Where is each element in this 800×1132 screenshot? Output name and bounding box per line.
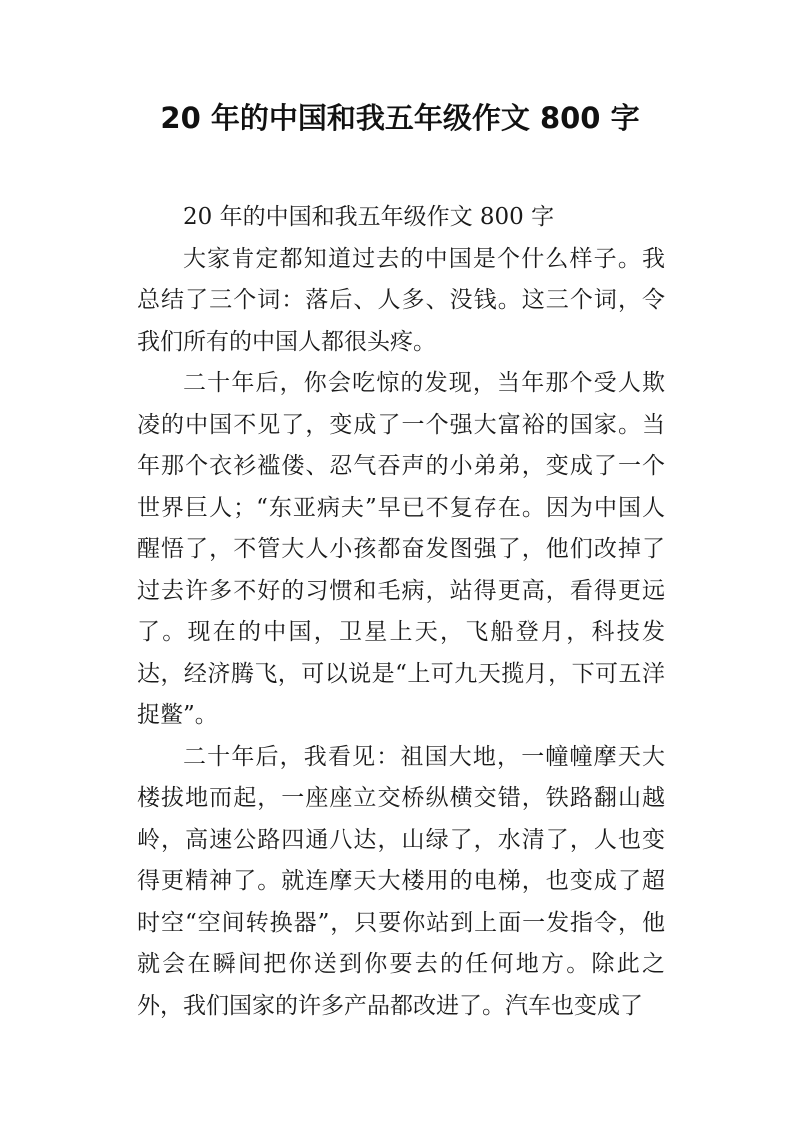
paragraph-1: 大家肯定都知道过去的中国是个什么样子。我总结了三个词：落后、人多、没钱。这三个词，令我们所有的中国人都很头疼。 bbox=[137, 245, 665, 355]
paragraph-3: 二十年后，我看见：祖国大地，一幢幢摩天大楼拔地而起，一座座立交桥纵横交错，铁路翻山越岭，高速公路四通八达，山绿了，水清了，人也变得更精神了。就连摩天大楼用的电梯，也变成了超时空“空间转换器”，只要你站到上面一发指令，他就会在瞬间把你送到你要去的任何地方。除此之外，我们国家的许多产品都改进了。汽车也变成了 bbox=[137, 743, 665, 1019]
document-title: 20 年的中国和我五年级作文 800 字 bbox=[160, 101, 640, 135]
document-body bbox=[137, 197, 665, 1027]
paragraph-2: 二十年后，你会吃惊的发现，当年那个受人欺凌的中国不见了，变成了一个强大富裕的国家。当年那个衣衫褴偻、忍气吞声的小弟弟，变成了一个世界巨人；“东亚病夫”早已不复存在。因为中国人醒悟了，不管大人小孩都奋发图强了，他们改掉了过去许多不好的习惯和毛病，站得更高，看得更远了。现在的中国，卫星上天，飞船登月，科技发达，经济腾飞，可以说是“上可九天揽月，下可五洋捉鳖”。 bbox=[137, 370, 665, 728]
document-subtitle: 20 年的中国和我五年级作文 800 字 bbox=[183, 204, 555, 230]
